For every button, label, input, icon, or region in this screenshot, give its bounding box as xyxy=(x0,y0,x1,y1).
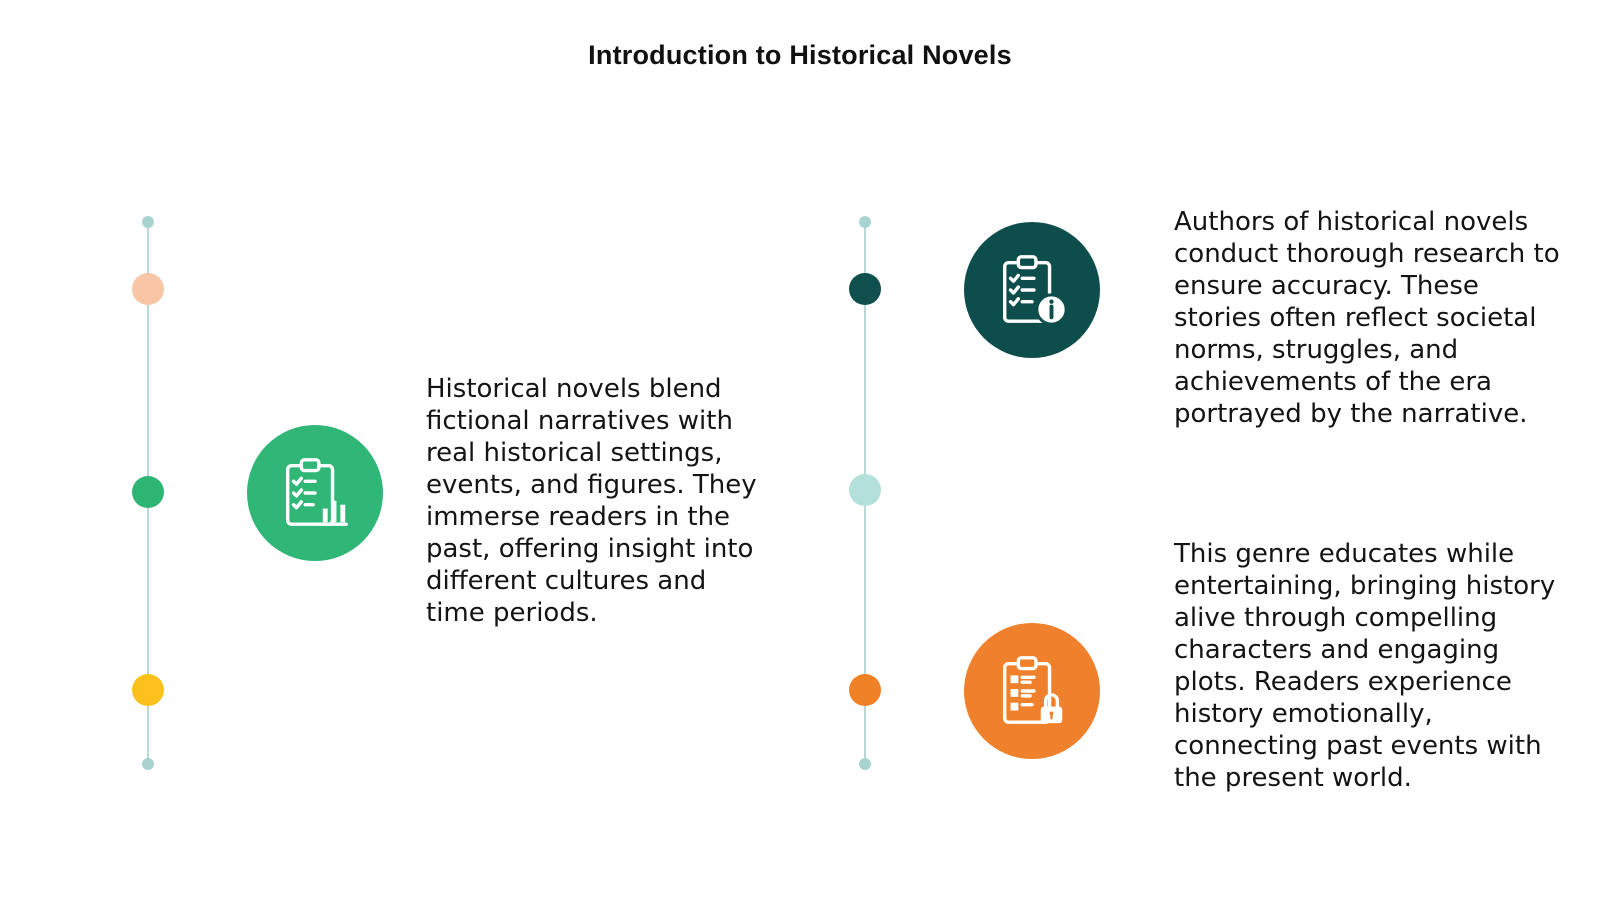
right-marker-orange xyxy=(849,674,881,706)
right-track-start-dot xyxy=(859,216,871,228)
item-2-text: Authors of historical novels conduct thorough research to ensure accuracy. These stories often reflect societal norms, struggles, and achievements of the era portrayed by the narrative. xyxy=(1174,207,1560,429)
left-marker-peach xyxy=(132,273,164,305)
left-marker-yellow xyxy=(132,674,164,706)
item-1-text: Historical novels blend fictional narratives with real historical settings, events, and figures. They immerse readers in the past, offering insight into different cultures and time periods. xyxy=(426,374,757,628)
clipboard-lock-icon xyxy=(964,623,1100,759)
right-marker-dark-teal xyxy=(849,273,881,305)
left-track-end-dot xyxy=(142,758,154,770)
left-marker-green xyxy=(132,476,164,508)
left-track-start-dot xyxy=(142,216,154,228)
page-title: Introduction to Historical Novels xyxy=(588,40,1012,70)
clipboard-info-icon xyxy=(964,222,1100,358)
right-track-end-dot xyxy=(859,758,871,770)
right-marker-light-teal xyxy=(849,474,881,506)
item-3-text: This genre educates while entertaining, bringing history alive through compelling characters and engaging plots. Readers experience history emotionally, connecting past events with the present world. xyxy=(1174,539,1556,793)
clipboard-chart-icon xyxy=(247,425,383,561)
